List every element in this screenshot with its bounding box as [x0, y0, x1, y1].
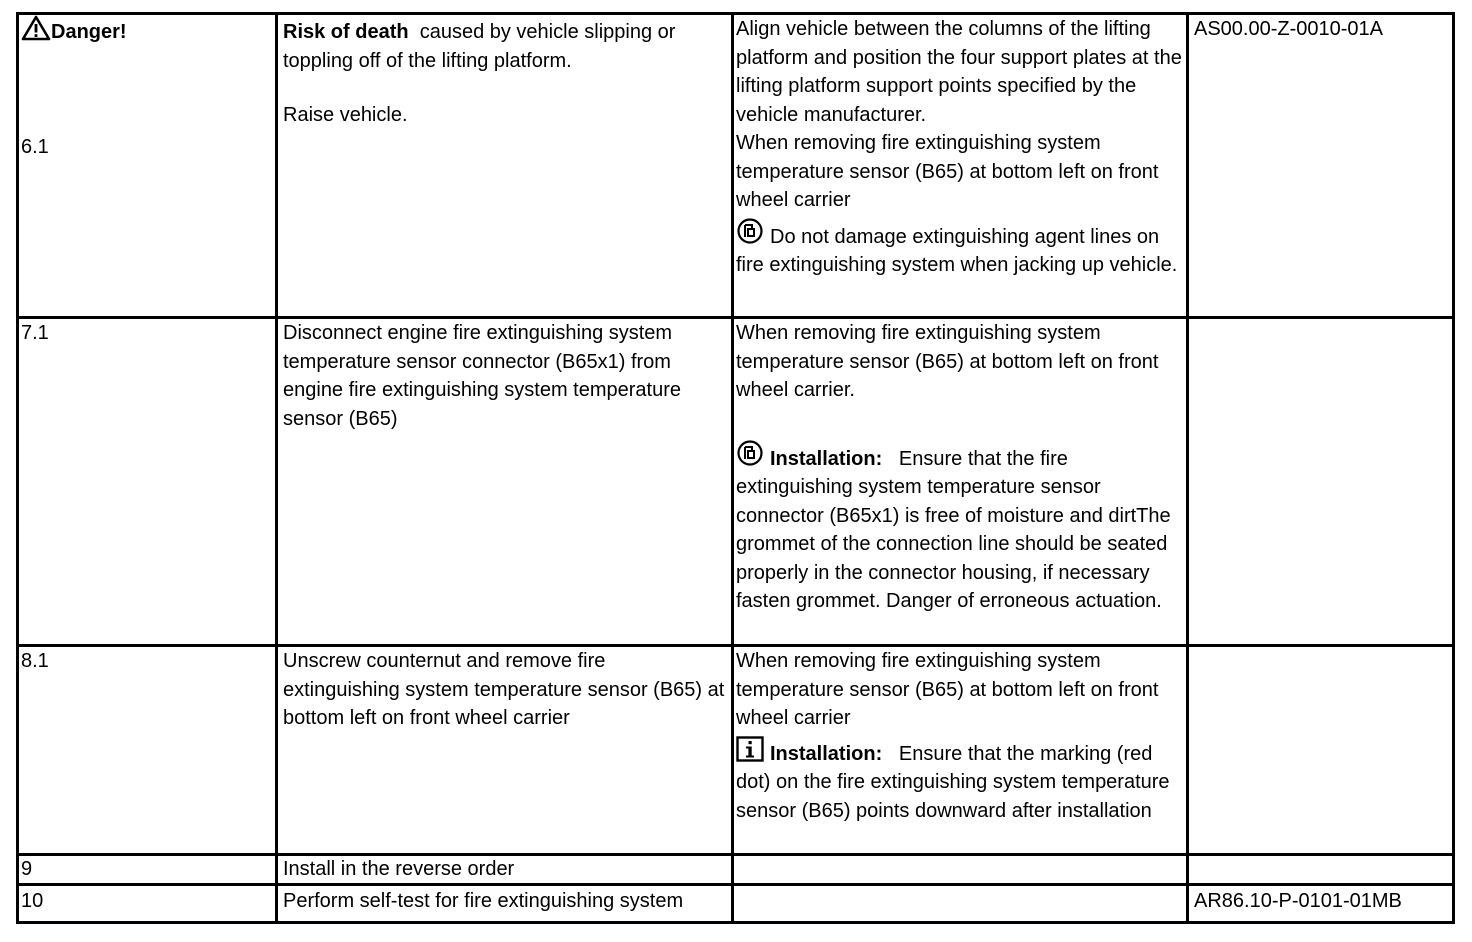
step-cell	[18, 646, 277, 855]
step-cell	[18, 885, 277, 923]
remark-text: When removing fire extinguishing system temperature sensor (B65) at bottom left on front wheel carrier.	[736, 322, 1159, 401]
note-circle-icon	[736, 217, 764, 245]
action-text: Disconnect engine fire extinguishing system temperature sensor connector (B65x1) from engine fire extinguishing system temperature sensor (B65)	[283, 322, 681, 430]
remark-text: When removing fire extinguishing system temperature sensor (B65) at bottom left on front wheel carrier	[736, 132, 1159, 211]
note-block	[736, 439, 1182, 616]
warning-triangle-icon	[21, 15, 51, 41]
step-number: 8.1	[21, 650, 49, 672]
remark-text: Align vehicle between the columns of the lifting platform and position the four support plates at the lifting platform support points specified by the vehicle manufacturer.	[736, 18, 1182, 126]
note-text: Do not damage extinguishing agent lines on fire extinguishing system when jacking up vehicle.	[736, 225, 1178, 276]
danger-emphasis: Risk of death	[283, 21, 409, 43]
reference-cell	[1188, 318, 1454, 646]
action-text: Perform self-test for fire extinguishing system	[283, 890, 684, 912]
info-box-icon	[736, 736, 764, 762]
procedure-table	[16, 12, 1455, 924]
installation-label: Installation:	[770, 742, 883, 765]
action-text: Unscrew counternut and remove fire extinguishing system temperature sensor (B65) at bottom left on front wheel carrier	[283, 650, 725, 729]
remark-cell	[733, 885, 1188, 923]
action-cell	[277, 885, 733, 923]
reference-code: AR86.10-P-0101-01MB	[1194, 890, 1402, 912]
remark-cell	[733, 318, 1188, 646]
note-circle-icon	[736, 439, 764, 467]
step-number: 9	[21, 858, 33, 880]
remark-cell	[733, 855, 1188, 885]
step-cell	[18, 318, 277, 646]
step-number: 6.1	[21, 135, 49, 158]
table-row-danger	[18, 14, 1454, 318]
danger-description: caused by vehicle slipping or toppling off of the lifting platform.	[283, 21, 676, 72]
action-cell	[277, 14, 733, 318]
reference-code: AS00.00-Z-0010-01A	[1194, 18, 1384, 40]
danger-heading	[21, 15, 271, 47]
action-cell	[277, 318, 733, 646]
step-cell	[18, 855, 277, 885]
installation-label: Installation:	[770, 447, 883, 470]
table-row	[18, 855, 1454, 885]
remark-cell	[733, 646, 1188, 855]
action-text: Raise vehicle.	[283, 104, 408, 126]
action-cell	[277, 646, 733, 855]
reference-cell	[1188, 646, 1454, 855]
action-cell	[277, 855, 733, 885]
reference-cell	[1188, 855, 1454, 885]
info-block	[736, 736, 1182, 826]
danger-label: Danger!	[51, 21, 127, 43]
table-row	[18, 885, 1454, 923]
table-row	[18, 318, 1454, 646]
remark-text: When removing fire extinguishing system temperature sensor (B65) at bottom left on front wheel carrier	[736, 650, 1159, 729]
step-cell	[18, 14, 277, 318]
info-text: Ensure that the marking (red dot) on the fire extinguishing system temperature sensor (B65) points downward after installation	[736, 742, 1170, 822]
step-number: 7.1	[21, 322, 49, 344]
reference-cell	[1188, 14, 1454, 318]
reference-cell	[1188, 885, 1454, 923]
table-row	[18, 646, 1454, 855]
danger-text	[283, 18, 727, 75]
note-block	[736, 217, 1182, 280]
note-text: Ensure that the fire extinguishing system temperature sensor connector (B65x1) is free of moisture and dirtThe grommet of the connection line should be seated properly in the connector housing, if necessary fasten grommet. Danger of erroneous actuation.	[736, 447, 1171, 612]
action-text: Install in the reverse order	[283, 858, 515, 880]
remark-cell	[733, 14, 1188, 318]
step-number: 10	[21, 890, 44, 912]
